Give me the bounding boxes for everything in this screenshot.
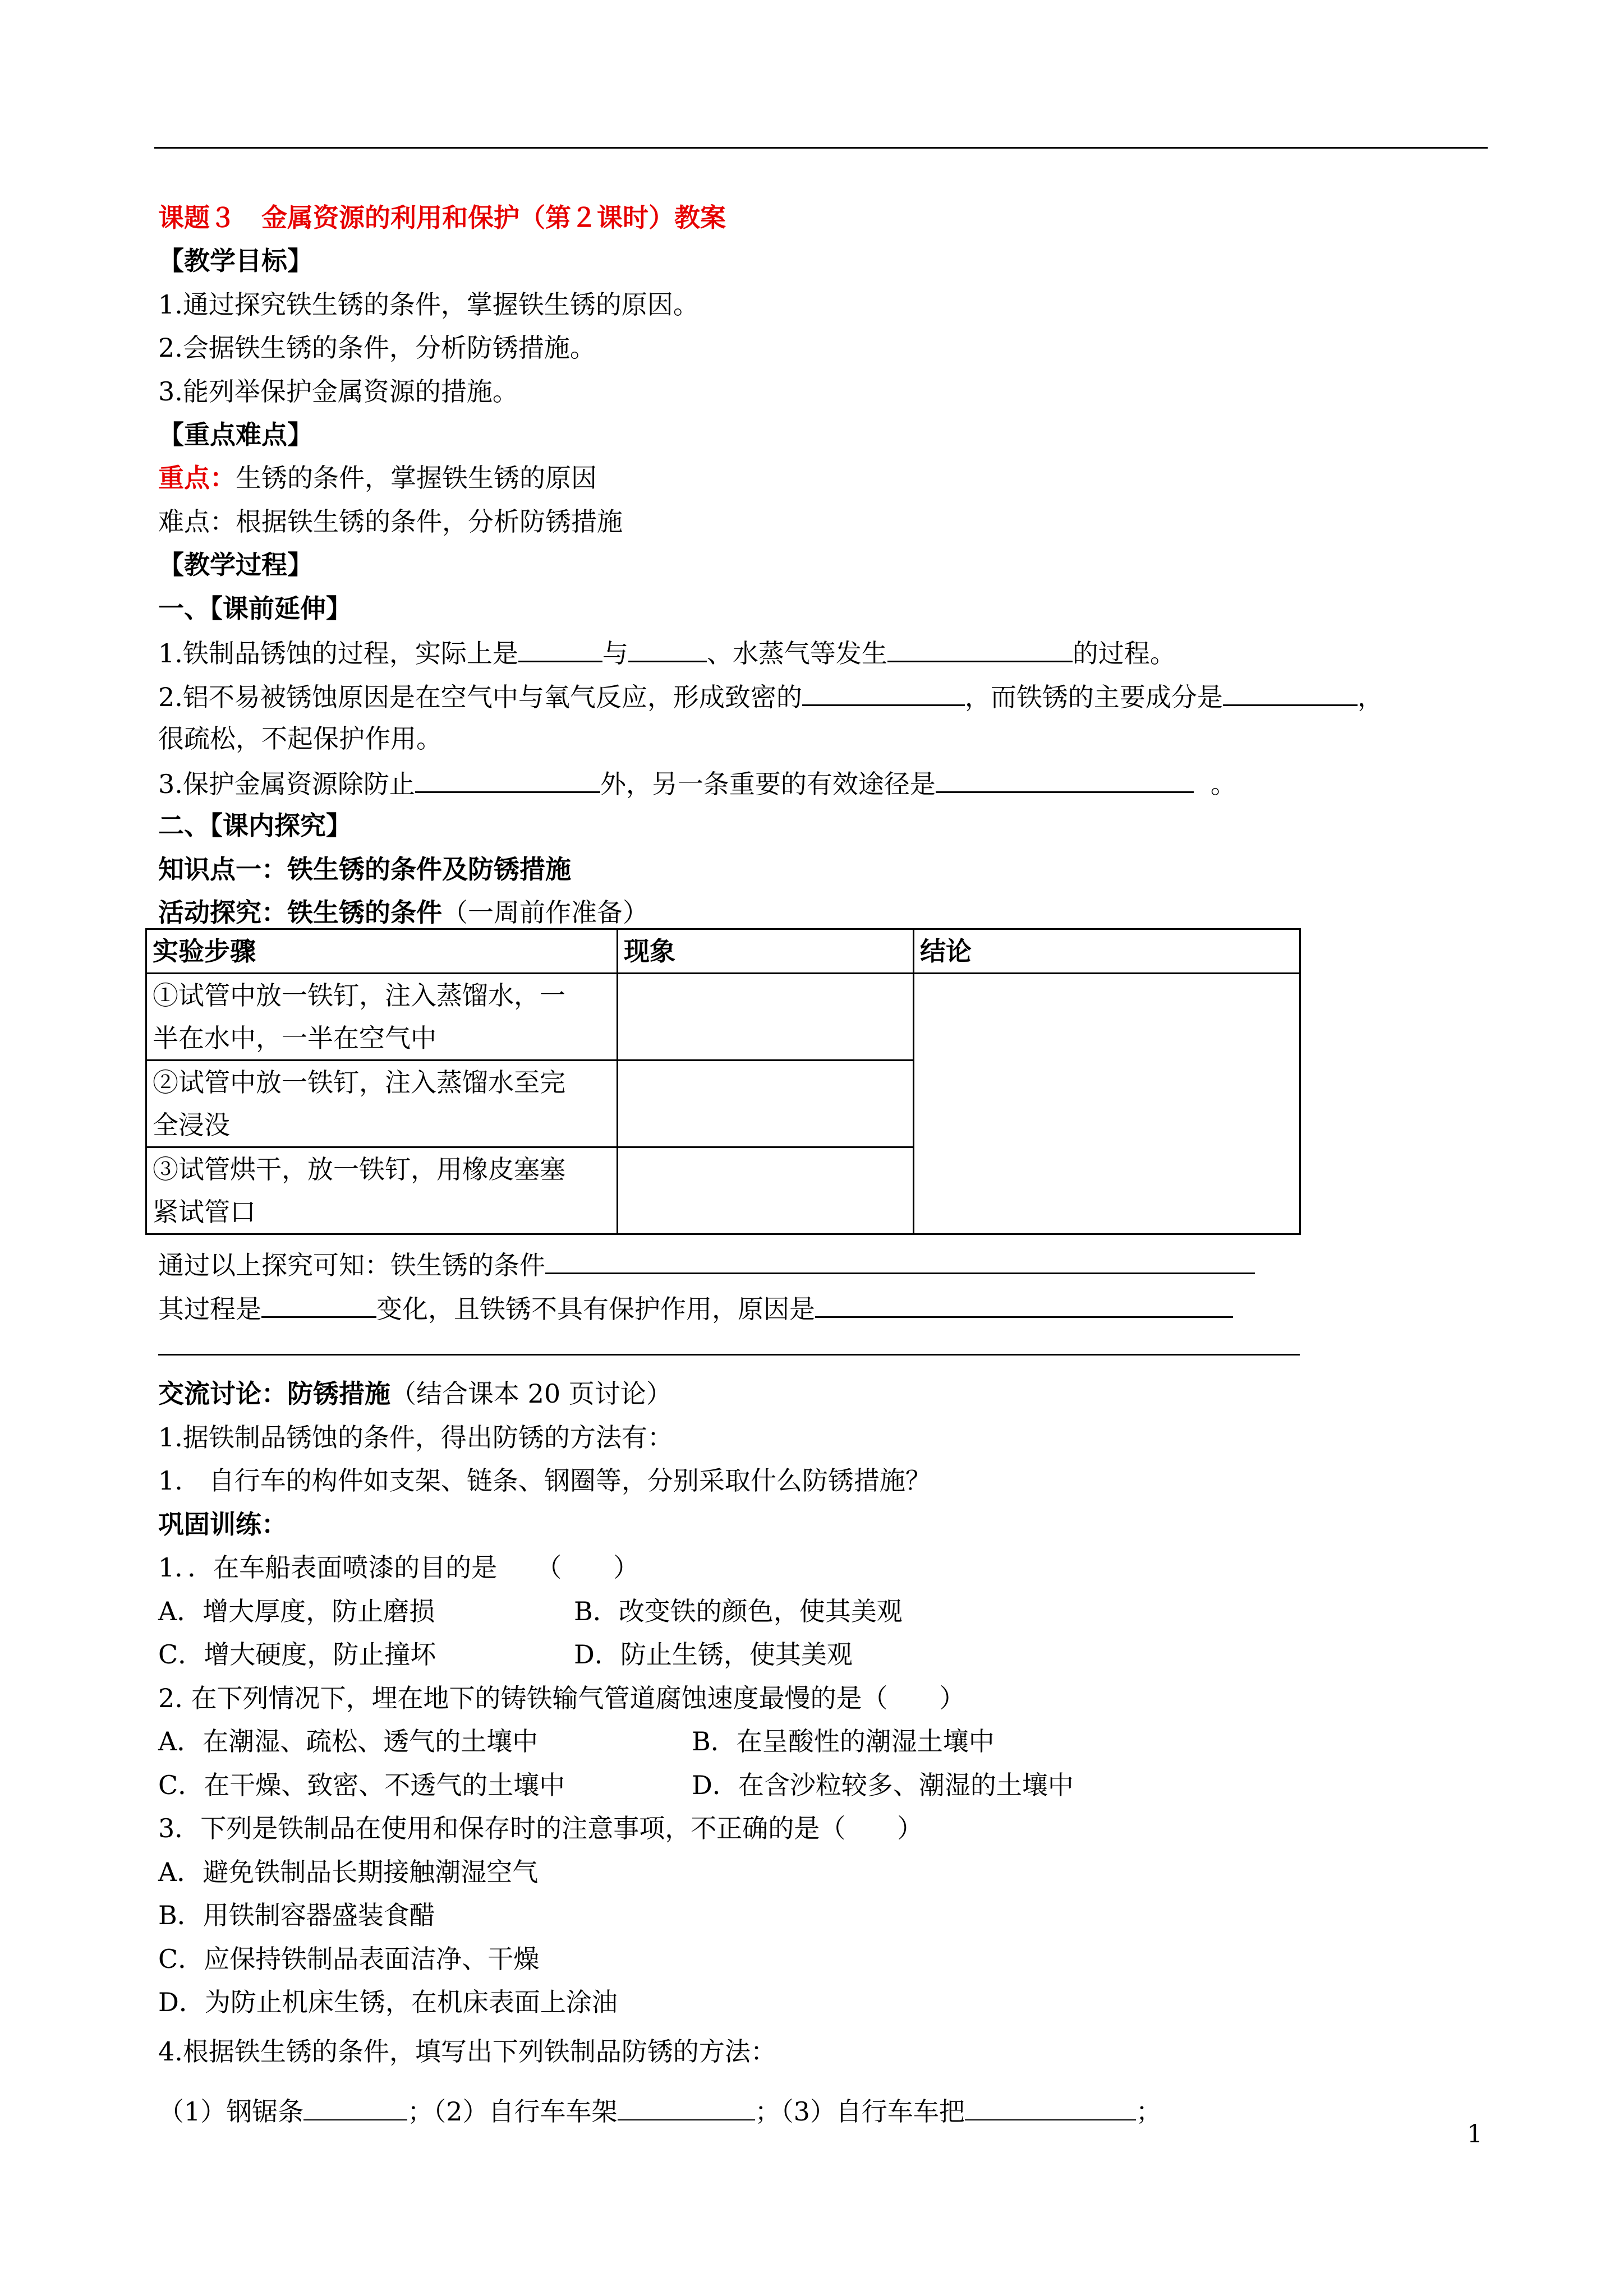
key-text: 生锈的条件，掌握铁生锈的原因: [236, 463, 597, 493]
practice-q4: 4.根据铁生锈的条件，填写出下列铁制品防锈的方法：: [158, 2036, 776, 2067]
option-row: [158, 1596, 903, 1627]
in-class-heading: 二、【课内探究】: [158, 810, 352, 841]
option[interactable]: B．改变铁的颜色，使其美观: [574, 1596, 903, 1626]
keypoints-heading: 【重点难点】: [158, 419, 313, 450]
practice-q4-blanks: （1）钢锯条 ；（2）自行车车架 ；（3）自行车车把 ；: [158, 2095, 1162, 2127]
goals-heading: 【教学目标】: [158, 246, 313, 276]
option[interactable]: D．在含沙粒较多、潮湿的土壤中: [692, 1770, 1074, 1800]
answer-blank[interactable]: [618, 2095, 755, 2120]
goal-item: 1.通过探究铁生锈的条件，掌握铁生锈的原因。: [158, 289, 699, 320]
difficult-point: 难点：根据铁生锈的条件，分析防锈措施: [158, 506, 623, 537]
answer-blank[interactable]: [628, 636, 707, 662]
option-row: [158, 1726, 995, 1757]
option[interactable]: C．增大硬度，防止撞坏: [158, 1639, 436, 1670]
option-row: [158, 1769, 1074, 1801]
header-conclusion: 结论: [914, 929, 1300, 974]
answer-blank[interactable]: [545, 1248, 1255, 1274]
phenomenon-cell[interactable]: [618, 974, 914, 1061]
page-title: 课题３ 金属资源的利用和保护（第２课时）教案: [158, 202, 726, 233]
answer-blank[interactable]: [936, 767, 1194, 793]
option[interactable]: C．应保持铁制品表面洁净、干燥: [158, 1944, 540, 1974]
discussion-heading: 交流讨论：防锈措施（结合课本 20 页讨论）: [158, 1378, 672, 1409]
practice-heading: 巩固训练：: [158, 1509, 287, 1539]
experiment-table: [145, 928, 1301, 1235]
answer-blank[interactable]: [415, 767, 600, 793]
header-rule: [154, 147, 1488, 149]
pre-class-heading: 一、【课前延伸】: [158, 593, 352, 624]
option[interactable]: D．防止生锈，使其美观: [574, 1639, 853, 1670]
answer-blank[interactable]: [815, 1292, 1233, 1318]
answer-blank[interactable]: [518, 636, 602, 662]
step-1: ①试管中放一铁钉，注入蒸馏水，一 半在水中，一半在空气中: [146, 974, 618, 1061]
discussion-item: 1. 自行车的构件如支架、链条、钢圈等，分别采取什么防锈措施？: [158, 1465, 931, 1496]
answer-blank[interactable]: [261, 1292, 376, 1318]
option[interactable]: B．用铁制容器盛装食醋: [158, 1900, 435, 1930]
activity-heading: 活动探究：铁生锈的条件（一周前作准备）: [158, 897, 648, 928]
answer-blank[interactable]: [303, 2095, 407, 2120]
question-2-cont: 很疏松，不起保护作用。: [158, 723, 442, 754]
question-3: 3.保护金属资源除防止 外，另一条重要的有效途径是 。: [158, 767, 1236, 800]
phenomenon-cell[interactable]: [618, 1061, 914, 1147]
option[interactable]: C．在干燥、致密、不透气的土壤中: [158, 1770, 565, 1800]
page-number: 1: [1467, 2120, 1483, 2149]
practice-q1: 1．．在车船表面喷漆的目的是 （ ）: [158, 1552, 640, 1583]
rust-condition: 通过以上探究可知：铁生锈的条件: [158, 1248, 1255, 1281]
option[interactable]: B．在呈酸性的潮湿土壤中: [692, 1726, 995, 1756]
phenomenon-cell[interactable]: [618, 1147, 914, 1234]
answer-blank[interactable]: [887, 636, 1073, 662]
step-2: ②试管中放一铁钉，注入蒸馏水至完 全浸没: [146, 1061, 618, 1147]
conclusion-cell[interactable]: [914, 974, 1300, 1234]
answer-blank[interactable]: [965, 2095, 1136, 2120]
discussion-item: 1.据铁制品锈蚀的条件，得出防锈的方法有：: [158, 1422, 673, 1453]
step-3: ③试管烘干，放一铁钉，用橡皮塞塞 紧试管口: [146, 1147, 618, 1234]
option[interactable]: A．增大厚度，防止磨损: [158, 1596, 435, 1626]
key-label: 重点：: [158, 463, 236, 493]
option[interactable]: A．在潮湿、疏松、透气的土壤中: [158, 1726, 539, 1756]
goal-item: 2.会据铁生锈的条件，分析防锈措施。: [158, 333, 596, 363]
answer-blank[interactable]: [1223, 680, 1358, 706]
practice-q3: 3．下列是铁制品在使用和保存时的注意事项，不正确的是（ ）: [158, 1813, 923, 1843]
question-1: 1.铁制品锈蚀的过程，实际上是 与 、水蒸气等发生 的过程。: [158, 636, 1176, 669]
knowledge-point-1: 知识点一：铁生锈的条件及防锈措施: [158, 854, 571, 884]
process-heading: 【教学过程】: [158, 550, 313, 580]
answer-line[interactable]: [158, 1354, 1300, 1356]
question-2: 2.铝不易被锈蚀原因是在空气中与氧气反应，形成致密的 ，而铁锈的主要成分是 ，: [158, 680, 1383, 713]
practice-q2: 2. 在下列情况下，埋在地下的铸铁输气管道腐蚀速度最慢的是（ ）: [158, 1683, 965, 1713]
option[interactable]: D．为防止机床生锈，在机床表面上涂油: [158, 1987, 618, 2017]
option[interactable]: A．避免铁制品长期接触潮湿空气: [158, 1857, 539, 1887]
key-point: [158, 462, 597, 494]
answer-blank[interactable]: [802, 680, 965, 706]
rust-process: 其过程是 变化，且铁锈不具有保护作用，原因是: [158, 1292, 1233, 1325]
header-phenomenon: 现象: [618, 929, 914, 974]
header-steps: 实验步骤: [146, 929, 618, 974]
option-row: [158, 1639, 853, 1670]
goal-item: 3.能列举保护金属资源的措施。: [158, 376, 518, 407]
